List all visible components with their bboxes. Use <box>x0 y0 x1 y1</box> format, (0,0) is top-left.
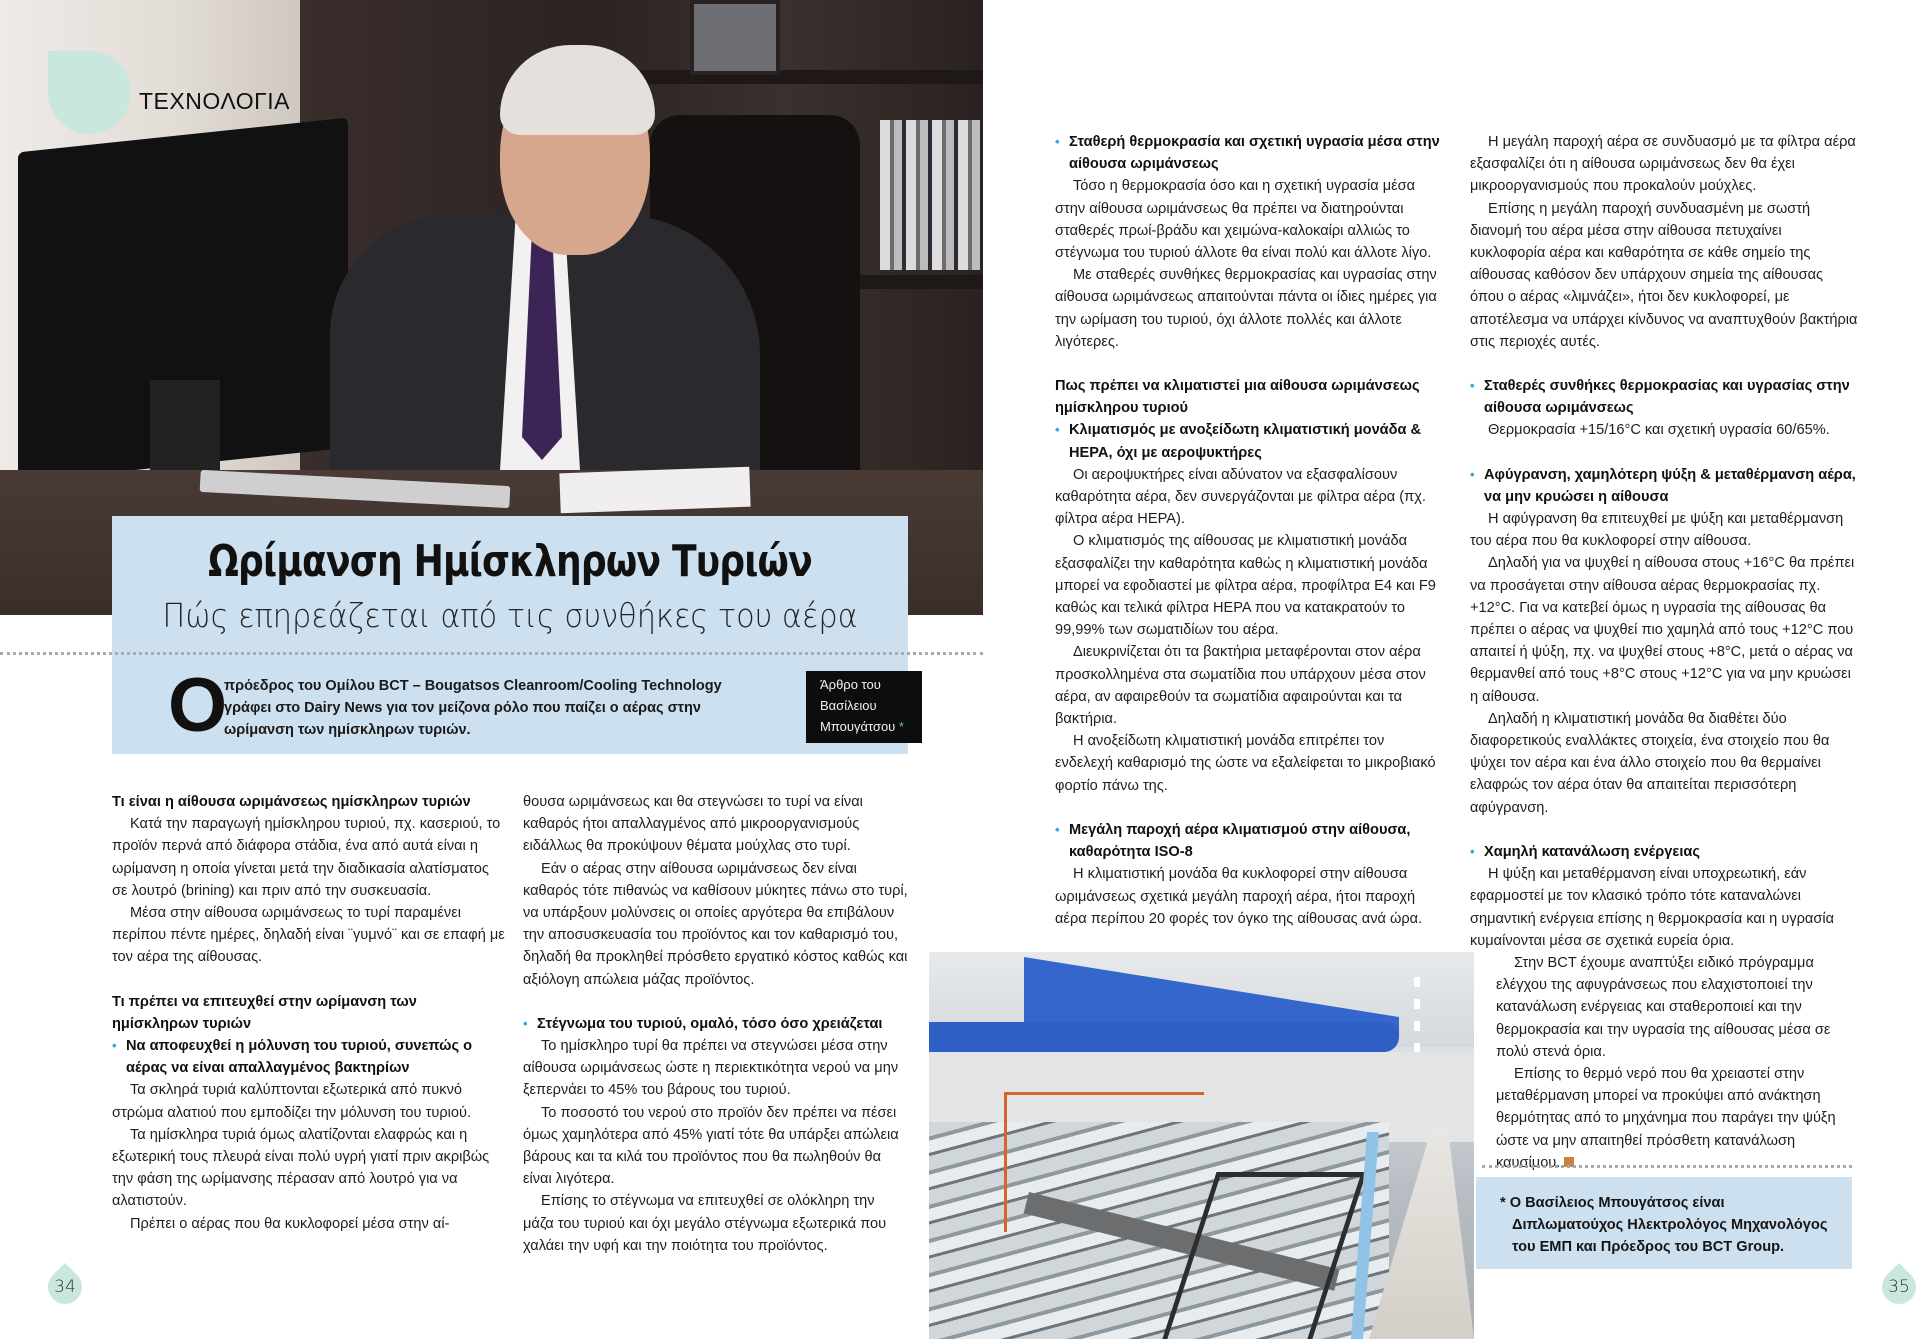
paragraph: Θερμοκρασία +15/16°C και σχετική υγρασία 60/65%. <box>1488 422 1830 439</box>
photo-hair <box>500 45 655 135</box>
bullet-icon: • <box>1470 843 1475 859</box>
article-column-3 <box>1055 131 1445 930</box>
article-column-4 <box>1470 131 1860 1174</box>
bio-line: Διπλωματούχος Ηλεκτρολόγος Μηχανολόγος <box>1512 1217 1828 1233</box>
lead-paragraph: πρόεδρος του Ομίλου BCT – Bougatsos Cleanroom/Cooling Technology γράφει στο Dairy News για τον μείζονα ρόλο που παίζει ο αέρας στην ωρίμανση των ημίσκληρων τυριών. <box>224 678 722 738</box>
author-bio-box <box>1476 1177 1852 1269</box>
page-number-right: 35 <box>1875 1263 1920 1311</box>
paragraph: Ο κλιματισμός της αίθουσας με κλιματιστική μονάδα εξασφαλίζει την καθαρότητα καθώς η κλιματιστική μονάδα μπορεί να εφοδιαστεί με φίλτρα αέρα, προφίλτρα E4 και F9 καθώς και τελικά φίλτρα HEPA που να κατακρατούν το 99,99% των σωματιδίων του αέρα. <box>1055 533 1436 639</box>
paragraph: Η κλιματιστική μονάδα θα κυκλοφορεί στην αίθουσα ωριμάνσεως σχετικά μεγάλη παροχή αέρα, ήτοι παροχή αέρα περίπου 20 φορές τον όγκο της αίθουσας ανά ώρα. <box>1055 866 1423 927</box>
paragraph: Κατά την παραγωγή ημίσκληρου τυριού, πχ. κασεριού, το προϊόν περνά από διάφορα στάδια, ένα από αυτά είναι η ωρίμανση η οποία γίνεται μετά την διαδικασία αλατίσματος σε λουτρό (brining) και πριν από την συσκευασία. <box>112 816 501 899</box>
bullet-icon: • <box>523 1015 528 1031</box>
bullet-heading: • Να αποφευχθεί η μόλυνση του τυριού, συνεπώς ο αέρας να είναι απαλλαγμένος βακτηρίων <box>112 1035 507 1079</box>
bullet-icon: • <box>1470 466 1475 482</box>
author-name: Μπουγάτσου * <box>820 719 904 734</box>
lead-dropcap: Ο <box>168 663 228 748</box>
footnote-marker: * <box>898 719 904 734</box>
paragraph: Επίσης η μεγάλη παροχή συνδυασμένη με σωστή διανομή του αέρα μέσα στην αίθουσα πετυχαίνει κυκλοφορία αέρα και καθαρότητα σε κάθε σημείο της αίθουσας καθόσον δεν υπάρχουν σημεία της αίθουσας όπου ο αέρας «λιμνάζει», ήτοι δεν κυκλοφορεί, με αποτέλεσμα να υπάρχει κίνδυνος να αναπτυχθούν βακτήρια στις περιοχές αυτές. <box>1470 200 1858 350</box>
paragraph: Εάν ο αέρας στην αίθουσα ωριμάνσεως δεν είναι καθαρός τότε πιθανώς να καθίσουν μύκητες πάνω στο τυρί, να υπάρξουν μολύνσεις οι οποίες αργότερα θα επιβάλουν την αποσυσκευασία του προϊόντος και τον καθαρισμό του, δηλαδή θα προκληθεί πρόσθετο εργατικό κόστος καθώς και αξιόλογη απώλεια μάζας προϊόντος. <box>523 860 908 988</box>
author-line: Βασίλειου <box>820 698 877 713</box>
paragraph: Το ημίσκληρο τυρί θα πρέπει να στεγνώσει μέσα στην αίθουσα ωριμάνσεως ώστε η περιεκτικότητα νερού να μην ξεπερνάει το 45% του βάρους του τυριού. <box>523 1038 899 1099</box>
author-box <box>806 671 922 743</box>
paragraph: Οι αεροψυκτήρες είναι αδύνατον να εξασφαλίσουν καθαρότητα αέρα, δεν συνεργάζονται με φίλτρα αέρα (πχ. φίλτρα αέρα HEPA). <box>1055 466 1426 528</box>
bullet-heading: • Στέγνωμα του τυριού, ομαλό, τόσο όσο χρειάζεται <box>523 1013 908 1035</box>
bullet-icon: • <box>1470 378 1475 394</box>
bullet-icon: • <box>112 1038 117 1054</box>
paragraph: Η αφύγρανση θα επιτευχθεί με ψύξη και μεταθέρμανση του αέρα που θα κυκλοφορεί στην αίθουσα. <box>1470 511 1844 550</box>
bullet-icon: • <box>1055 422 1060 438</box>
paragraph: Τόσο η θερμοκρασία όσο και η σχετική υγρασία μέσα στην αίθουσα ωριμάνσεως θα πρέπει να διατηρούνται σταθερές πρωί-βράδυ και χειμώνα-καλοκαίρι αλλιώς το στέγνωμα του τυριού άλλοτε θα είναι πολύ και άλλοτε λίγο. <box>1055 178 1432 262</box>
dotted-divider <box>1482 1165 1852 1168</box>
paragraph: Επίσης το θερμό νερό που θα χρειαστεί στην μεταθέρμανση μπορεί να προκύψει από ανάκτηση θερμότητας από το μηχάνημα που παράγει την ψύξη ώστε να μην απαιτηθεί πρόσθετη κατανάλωση καυσίμου. <box>1496 1065 1836 1171</box>
article-title: Ωρίμανση Ημίσκληρων Τυριών <box>208 536 812 587</box>
bullet-heading: • Σταθερή θερμοκρασία και σχετική υγρασία μέσα στην αίθουσα ωριμάνσεως <box>1055 131 1445 175</box>
dotted-divider <box>0 652 983 655</box>
paragraph: Η ψύξη και μεταθέρμανση είναι υποχρεωτική, εάν εφαρμοστεί με τον κλασικό τρόπο τότε καταναλώνει σημαντική ενέργεια επίσης η θερμοκρασία και η υγρασία κυμαίνονται μέσα σε σχετικά ευρεία όρια. <box>1470 866 1835 949</box>
bullet-icon: • <box>1055 134 1060 149</box>
paragraph: Διευκρινίζεται ότι τα βακτήρια μεταφέρονται στον αέρα προσκολλημένα στα σωματίδια που υπάρχουν μέσα στον αέρα, αν αφαιρεθούν τα σωματίδια αφαιρούνται και τα βακτήρια. <box>1055 644 1426 728</box>
paragraph: θουσα ωριμάνσεως και θα στεγνώσει το τυρί να είναι καθαρός ήτοι απαλλαγμένος από μικροοργανισμούς ειδάλλως θα προκύψουν θέματα μούχλας στο τυρί. <box>523 794 863 855</box>
paragraph: Η μεγάλη παροχή αέρα σε συνδυασμό με τα φίλτρα αέρα εξασφαλίζει ότι η αίθουσα ωριμάνσεως δεν θα έχει μικροοργανισμούς που προκαλούν μούχλες. <box>1470 134 1856 195</box>
article-column-2 <box>523 791 908 1257</box>
section-tag: ΤΕΧΝΟΛΟΓΙΑ <box>139 88 290 114</box>
bullet-heading: • Σταθερές συνθήκες θερμοκρασίας και υγρασίας στην αίθουσα ωριμάνσεως <box>1470 375 1860 419</box>
paragraph: Επίσης το στέγνωμα να επιτευχθεί σε ολόκληρη την μάζα του τυριού και όχι μεγάλο στέγνωμα εξωτερικά που χαλάει την υφή και την ποιότητα του προϊόντος. <box>523 1193 887 1254</box>
bio-line: του ΕΜΠ και Πρόεδρος του BCT Group. <box>1512 1239 1785 1255</box>
paragraph: Μέσα στην αίθουσα ωριμάνσεως το τυρί παραμένει περίπου πέντε ημέρες, δηλαδή είναι ¨γυμνό¨ και σε επαφή με τον αέρα της αίθουσας. <box>112 905 505 966</box>
bullet-heading: • Αφύγρανση, χαμηλότερη ψύξη & μεταθέρμανση αέρα, να μην κρυώσει η αίθουσα <box>1470 464 1860 508</box>
paragraph: Στην BCT έχουμε αναπτύξει ειδικό πρόγραμμα ελέγχου της αφυγράνσεως που ελαχιστοποιεί την κατανάλωση ενέργειας και σταθεροποιεί και την θερμοκρασία και την υγρασία της αίθουσας μέσα σε πολύ στενά όρια. <box>1496 954 1831 1060</box>
paragraph: Τα ημίσκληρα τυριά όμως αλατίζονται ελαφρώς και η εξωτερική τους πλευρά είναι πολύ υγρή γιατί πριν ακριβώς την φάση της ωρίμανσης πέρασαν από λουτρό για να αλατιστούν. <box>112 1126 490 1210</box>
photo-ceiling-lights <box>1414 977 1420 1052</box>
author-line: Άρθρο του <box>820 677 881 692</box>
photo-frame <box>690 0 780 75</box>
bullet-heading: • Κλιματισμός με ανοξείδωτη κλιματιστική μονάδα & HEPA, όχι με αεροψυκτήρες <box>1055 419 1445 463</box>
paragraph: Το ποσοστό του νερού στο προϊόν δεν πρέπει να πέσει όμως χαμηλότερα από 45% γιατί τότε θα υπάρξει απώλεια βάρους και τα κιλά του προϊόντος που θα πωληθούν θα είναι λιγότερα. <box>523 1104 899 1188</box>
photo-books <box>880 120 980 270</box>
bullet-heading: • Χαμηλή κατανάλωση ενέργειας <box>1470 841 1860 863</box>
article-column-1 <box>112 791 507 1235</box>
photo-ripening-room <box>929 952 1474 1339</box>
bullet-icon: • <box>1055 821 1060 837</box>
photo-papers <box>559 467 750 514</box>
section-heading: Τι πρέπει να επιτευχθεί στην ωρίμανση των ημίσκληρων τυριών <box>112 993 417 1032</box>
paragraph: Τα σκληρά τυριά καλύπτονται εξωτερικά από πυκνό στρώμα αλατιού που εμποδίζει την μόλυνση του τυριού. <box>112 1082 472 1121</box>
paragraph: Δηλαδή για να ψυχθεί η αίθουσα στους +16°C θα πρέπει να προσάγεται στην αίθουσα αέρας θερμοκρασίας πχ. +12°C. Για να κατεβεί όμως η υγρασία της αίθουσας θα πρέπει ο αέρας να ψυχθεί πιο χαμηλά από τους +12°C που απαιτεί ή ψύξη, πχ. να ψυχθεί στους +8°C, μετά ο αέρας να θερμανθεί από τους +8°C στους +12°C για να μην κρυώσει η αίθουσα. <box>1470 555 1855 705</box>
paragraph: Με σταθερές συνθήκες θερμοκρασίας και υγρασίας στην αίθουσα ωριμάνσεως απαιτούνται πάντα οι ίδιες ημέρες για την ωρίμαση του τυριού, όχι άλλοτε πολλές και άλλοτε λιγότερες. <box>1055 267 1437 350</box>
photo-air-duct <box>929 1022 1399 1052</box>
page-number-left: 34 <box>41 1263 89 1311</box>
section-heading: Τι είναι η αίθουσα ωριμάνσεως ημίσκληρων τυριών <box>112 794 471 810</box>
bullet-heading: • Μεγάλη παροχή αέρα κλιματισμού στην αίθουσα, καθαρότητα ISO-8 <box>1055 819 1445 863</box>
article-subtitle: Πώς επηρεάζεται από τις συνθήκες του αέρα <box>162 596 858 635</box>
section-heading: Πως πρέπει να κλιματιστεί μια αίθουσα ωριμάνσεως ημίσκληρου τυριού <box>1055 378 1420 417</box>
paragraph: Η ανοξείδωτη κλιματιστική μονάδα επιτρέπει τον ενδελεχή καθαρισμό της ώστε να εξαλείφεται το μικροβιακό φορτίο πάνω της. <box>1055 733 1436 794</box>
bio-line: * Ο Βασίλειος Μπουγάτσος είναι <box>1500 1195 1725 1211</box>
paragraph: Δηλαδή η κλιματιστική μονάδα θα διαθέτει δύο διαφορετικούς εναλλάκτες στοιχεία, ένα στοιχείο που θα ψύχει τον αέρα και ένα άλλο στοιχείο που θα θερμαίνει ελαφρώς τον αέρα όταν θα απαιτείται περισσότερη αφύγρανση. <box>1470 710 1830 816</box>
indented-block <box>1470 952 1860 1174</box>
paragraph: Πρέπει ο αέρας που θα κυκλοφορεί μέσα στην αί- <box>130 1215 450 1232</box>
section-tag-drop-icon <box>48 51 131 134</box>
